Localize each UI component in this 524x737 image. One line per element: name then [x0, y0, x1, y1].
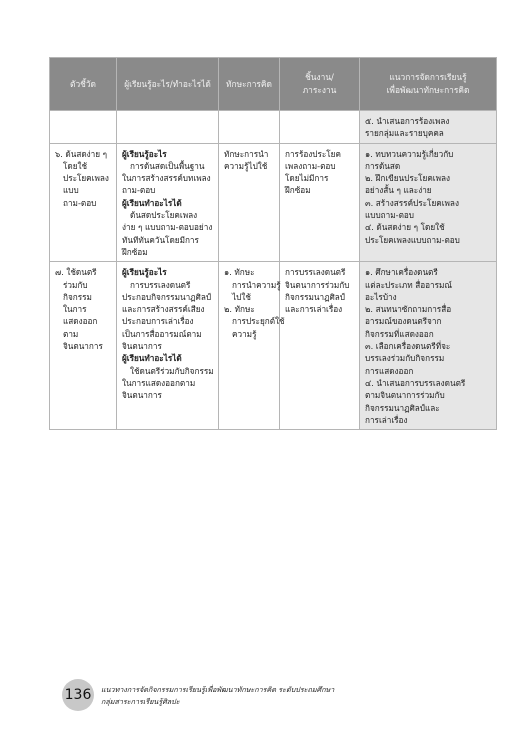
cell-text-line: และการสร้างสรรค์เสียง — [122, 304, 205, 315]
table-cell — [50, 143, 117, 262]
cell-text-line: กิจกรรมนาฏศิลป์ — [285, 291, 346, 302]
cell-text-line: เพลงถาม-ตอบ — [285, 160, 336, 171]
cell-text-line: ๒. ฝึกเขียนประโยคเพลง — [365, 173, 451, 184]
table-cell — [50, 111, 117, 144]
header-row — [50, 58, 497, 111]
cell-text-line: ๒. สนทนาซักถามการสื่อ — [365, 304, 452, 315]
cell-text-line: ตาม — [63, 328, 79, 339]
column-header-text: แนวการจัดการเรียนรู้ — [389, 72, 467, 83]
table-cell — [360, 111, 497, 144]
cell-text-line: กิจกรรมที่แสดงออก — [365, 328, 434, 339]
column-header-text: ตัวชี้วัด — [70, 78, 96, 89]
cell-text-line: การนำความรู้ — [232, 279, 281, 290]
cell-text-line: ประกอบกิจกรรมนาฏศิลป์ — [122, 291, 212, 302]
table-cell — [280, 262, 360, 430]
table-cell — [117, 262, 219, 430]
column-header-text: ผู้เรียนรู้อะไร/ทำอะไรได้ — [124, 78, 211, 89]
cell-text-line: แสดงออก — [63, 316, 98, 327]
table-cell — [219, 143, 280, 262]
page-number: 136 — [62, 679, 94, 711]
cell-text-line: กิจกรรม — [63, 291, 92, 302]
cell-text-line: โดยไม่มีการ — [285, 173, 329, 184]
cell-text-line: ผู้เรียนรู้อะไร — [122, 267, 167, 278]
cell-text-line: ผู้เรียนทำอะไรได้ — [122, 353, 182, 364]
cell-text-line: เป็นการสื่ออารมณ์ตาม — [122, 328, 202, 339]
table-cell — [219, 111, 280, 144]
cell-text-line: ทักษะการนำ — [224, 148, 269, 159]
cell-text-line: ประโยคเพลง — [63, 173, 109, 184]
footer-subject: กลุ่มสาระการเรียนรู้ศิลปะ — [101, 697, 180, 706]
cell-text-line: แบบถาม-ตอบ — [365, 210, 415, 221]
cell-text-line: กิจกรรมนาฏศิลป์และ — [365, 402, 440, 413]
cell-text-line: ง่าย ๆ แบบถาม-ตอบอย่าง — [122, 222, 213, 233]
cell-text-line: ฝึกซ้อม — [122, 246, 148, 257]
cell-text-line: ไปใช้ — [232, 291, 251, 302]
cell-text-line: จินตนาการ — [122, 390, 162, 401]
table-cell — [280, 143, 360, 262]
table-cell — [360, 143, 497, 262]
cell-text-line: ประกอบการเล่าเรื่อง — [122, 316, 194, 327]
cell-text-line: การเล่าเรื่อง — [365, 414, 408, 425]
cell-text-line: การด้นสดเป็นพื้นฐาน — [130, 160, 205, 171]
cell-text-line: ความรู้ไปใช้ — [224, 160, 268, 171]
cell-text-line: ๑. ทบทวนความรู้เกี่ยวกับ — [365, 148, 454, 159]
cell-text-line: ในการ — [63, 304, 87, 315]
table-row — [50, 111, 497, 144]
table-cell — [117, 111, 219, 144]
cell-text-line: ร่วมกับ — [63, 279, 88, 290]
cell-text-line: ในการแสดงออกตาม — [122, 377, 196, 388]
cell-text-line: การด้นสด — [365, 160, 401, 171]
cell-text-line: อย่างสั้น ๆ และง่าย — [365, 185, 432, 196]
cell-text-line: ๑. ทักษะ — [224, 267, 255, 278]
cell-text-line: ๗. ใช้ดนตรี — [55, 267, 97, 278]
footer-book-title: แนวทางการจัดกิจกรรมการเรียนรู้เพื่อพัฒนาทักษะการคิด ระดับประถมศึกษา — [101, 685, 335, 694]
cell-text-line: จินตนาการ — [63, 341, 103, 352]
cell-text-line: ตามจินตนาการร่วมกับ — [365, 390, 445, 401]
cell-text-line: ๖. ด้นสดง่าย ๆ — [55, 148, 108, 159]
column-header-0 — [50, 58, 117, 111]
column-header-2 — [219, 58, 280, 111]
page-footer — [62, 679, 502, 719]
cell-text-line: การแสดงออก — [365, 365, 414, 376]
cell-text-line: ผู้เรียนทำอะไรได้ — [122, 197, 182, 208]
cell-text-line: โดยใช้ — [63, 160, 88, 171]
cell-text-line: ถาม-ตอบ — [122, 185, 156, 196]
table-cell — [360, 262, 497, 430]
cell-text-line: ด้นสดประโยคเพลง — [130, 210, 198, 221]
cell-text-line: ๒. ทักษะ — [224, 304, 255, 315]
cell-text-line: รายกลุ่มและรายบุคคล — [365, 128, 444, 139]
cell-text-line: การบรรเลงดนตรี — [285, 267, 346, 278]
table-cell — [117, 143, 219, 262]
cell-text-line: และการเล่าเรื่อง — [285, 304, 343, 315]
table-row — [50, 262, 497, 430]
cell-text-line: บรรเลงร่วมกับกิจกรรม — [365, 353, 445, 364]
cell-text-line: ถาม-ตอบ — [63, 197, 97, 208]
cell-text-line: การประยุกต์ใช้ — [232, 316, 285, 327]
cell-text-line: แบบ — [63, 185, 79, 196]
column-header-4 — [360, 58, 497, 111]
cell-text-line: ผู้เรียนรู้อะไร — [122, 148, 167, 159]
cell-text-line: ๔. ด้นสดง่าย ๆ โดยใช้ — [365, 222, 445, 233]
cell-text-line: ฝึกซ้อม — [285, 185, 311, 196]
cell-text-line: ในการสร้างสรรค์บทเพลง — [122, 173, 211, 184]
table-cell — [280, 111, 360, 144]
cell-text-line: ๕. นำเสนอการร้องเพลง — [365, 116, 450, 126]
column-header-text: ภาระงาน — [302, 85, 337, 95]
cell-text-line: ๑. ศึกษาเครื่องดนตรี — [365, 267, 438, 278]
table-cell — [50, 262, 117, 430]
cell-text-line: ประโยคเพลงแบบถาม-ตอบ — [365, 234, 460, 245]
table-cell — [219, 262, 285, 430]
cell-text-line: จินตนาการ — [122, 341, 162, 352]
cell-text-line: อารมณ์ของดนตรีจาก — [365, 316, 442, 327]
column-header-3 — [280, 58, 360, 111]
cell-text-line: ๓. สร้างสรรค์ประโยคเพลง — [365, 197, 459, 208]
table-row — [50, 143, 497, 262]
cell-text-line: การร้องประโยค — [285, 148, 341, 159]
table-header — [50, 58, 497, 111]
cell-text-line: ๔. นำเสนอการบรรเลงดนตรี — [365, 377, 466, 388]
cell-text-line: การบรรเลงดนตรี — [130, 279, 191, 290]
cell-text-line: จินตนาการร่วมกับ — [285, 279, 350, 290]
column-header-1 — [117, 58, 219, 111]
cell-text-line: ใช้ดนตรีร่วมกับกิจกรรม — [130, 365, 214, 376]
column-header-text: ทักษะการคิด — [226, 78, 272, 89]
column-header-text: ชิ้นงาน/ — [305, 72, 334, 83]
cell-text-line: อะไรบ้าง — [365, 291, 397, 302]
cell-text-line: ความรู้ — [232, 328, 257, 339]
table-body — [50, 111, 497, 430]
curriculum-table — [49, 57, 497, 430]
cell-text-line: ทันทีทันควันโดยมีการ — [122, 234, 199, 245]
column-header-text: เพื่อพัฒนาทักษะการคิด — [386, 85, 470, 95]
cell-text-line: ๓. เลือกเครื่องดนตรีที่จะ — [365, 341, 451, 352]
cell-text-line: แต่ละประเภท สื่ออารมณ์ — [365, 279, 453, 290]
